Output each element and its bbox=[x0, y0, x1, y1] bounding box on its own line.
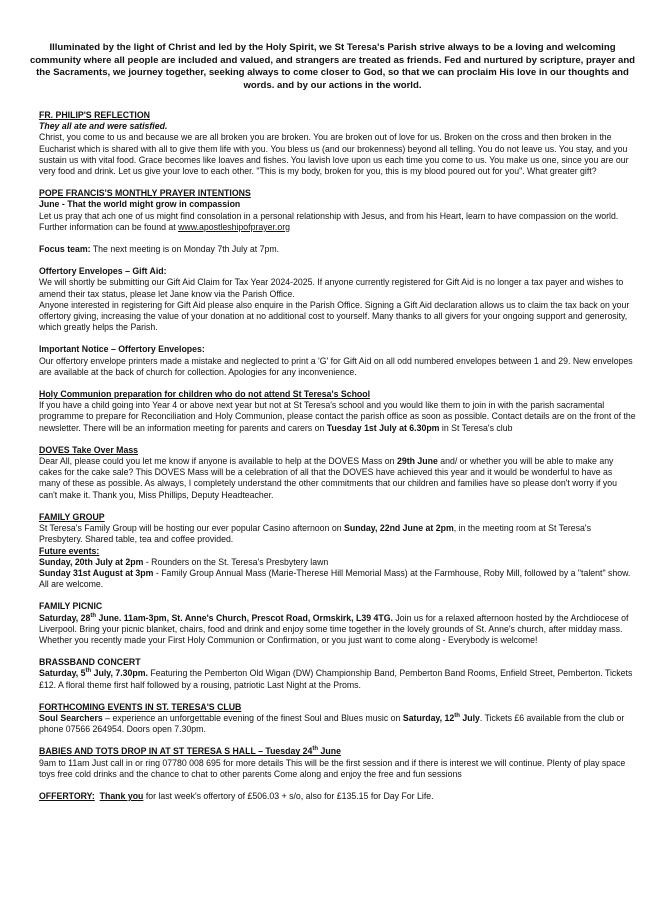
future-event-2-text: - Family Group Annual Mass (Marie-Therese Hill Memorial Mass) at the Farmhouse, Roby Mill, followed by a "talent" show. All are welcome. bbox=[39, 567, 631, 590]
babies-heading bbox=[39, 746, 636, 757]
picnic-heading: FAMILY PICNIC bbox=[39, 601, 103, 612]
family-group-para bbox=[39, 523, 636, 545]
club-heading: FORTHCOMING EVENTS IN ST. TERESA'S CLUB bbox=[39, 701, 242, 712]
offertory-section bbox=[39, 791, 636, 802]
club-lead: Soul Searchers bbox=[39, 712, 103, 723]
gift-aid-body-1: We will shortly be submitting our Gift Aid Claim for Tax Year 2024-2025. If anyone currently registered for Gift Aid is no longer a tax payer and wishes to amend their tax status, please let Jane know via the Parish Office. bbox=[39, 277, 624, 299]
focus-section bbox=[39, 244, 636, 255]
picnic-lead-a: Saturday, 28 bbox=[39, 612, 91, 623]
family-group-date: Sunday, 22nd June at 2pm bbox=[344, 523, 454, 534]
reflection-heading: FR. PHILIP'S REFLECTION bbox=[39, 110, 150, 120]
brassband-body: Featuring the Pemberton Old Wigan (DW) Championship Band, Pemberton Band Rooms, Enfield Street, Pemberton. Tickets £12. A floral theme first half followed by a rousing, patriotic Last Night at the Proms. bbox=[39, 668, 633, 690]
picnic-body: Join us for a relaxed afternoon hosted by the Archdiocese of Liverpool. Bring your picnic blanket, chairs, food and drink and enjoy some time together in the lovely grounds of St. Anne's church, after midday mass. Whether you recently made your First Holy Communion or Confirmation, or you just want to come along - Everybody is welcome! bbox=[39, 612, 629, 645]
family-group-body-a: St Teresa's Family Group will be hosting our ever popular Casino afternoon on bbox=[39, 523, 345, 534]
club-body-b: . Tickets £6 available from the club or phone 07566 264954. Doors open 7.30pm. bbox=[39, 712, 625, 735]
club-section bbox=[39, 702, 636, 736]
reflection-subheading: They all ate and were satisfied. bbox=[39, 121, 168, 132]
brassband-para bbox=[39, 668, 636, 690]
babies-heading-a: BABIES AND TOTS DROP IN AT ST TERESA S HALL – Tuesday 24 bbox=[39, 746, 313, 757]
club-date-sup: th bbox=[454, 713, 460, 720]
family-group-heading: FAMILY GROUP bbox=[39, 511, 105, 522]
doves-para bbox=[39, 456, 636, 501]
focus-label: Focus team: bbox=[39, 244, 91, 255]
prayer-heading: POPE FRANCIS'S MONTHLY PRAYER INTENTIONS bbox=[39, 188, 251, 199]
communion-body: If you have a child going into Year 4 or above next year but not at St Teresa's school and you would like them to join in with the parish sacramental programme to prepare for Reconciliation and Holy Communion, please contact the parish office as soon as possible. Contact details are on the front of the newsletter. There will be an information meeting for parents and carers on bbox=[39, 400, 636, 433]
offertory-thanks: Thank you bbox=[99, 790, 144, 801]
doves-date: 29th June bbox=[396, 456, 438, 467]
reflection-section bbox=[39, 110, 636, 177]
communion-tail: in St Teresa's club bbox=[439, 422, 513, 433]
babies-section bbox=[39, 746, 636, 780]
future-events-label: Future events: bbox=[39, 545, 100, 556]
club-para bbox=[39, 713, 636, 735]
notice-heading: Important Notice – Offertory Envelopes: bbox=[39, 344, 205, 355]
communion-heading: Holy Communion preparation for children who do not attend St Teresa's School bbox=[39, 389, 371, 400]
future-event-2-date: Sunday 31st August at 3pm bbox=[39, 567, 154, 578]
mission-statement: Illuminated by the light of Christ and led by the Holy Spirit, we St Teresa's Parish strive always to be a loving and welcoming community where all people are included and valued, and strangers are treated as friends. Fed and nurtured by scripture, prayer and the Sacraments, we journey together, seeking always to come closer to God, so that we can proclaim His love in our thoughts and words. and by our actions in the world. bbox=[29, 42, 636, 91]
doves-body-a: Dear All, please could you let me know if anyone is available to help at the DOVES Mass on bbox=[39, 456, 397, 467]
brassband-heading: BRASSBAND CONCERT bbox=[39, 657, 141, 668]
family-group-section bbox=[39, 512, 636, 590]
babies-body: 9am to 11am Just call in or ring 07780 008 695 for more details This will be the first session and if there is interest we will continue. Plenty of play space toys free cold drinks and the chance to chat to other parents Come along and enjoy the free and fun sessions bbox=[39, 757, 626, 779]
focus-para bbox=[39, 244, 636, 255]
brassband-lead-a: Saturday, 5 bbox=[39, 668, 86, 679]
picnic-section bbox=[39, 601, 636, 646]
babies-heading-b: June bbox=[318, 746, 341, 757]
prayer-link[interactable]: www.apostleshipofprayer.org bbox=[178, 221, 290, 232]
communion-section bbox=[39, 389, 636, 434]
prayer-body-para bbox=[39, 211, 636, 233]
prayer-subheading: June - That the world might grow in compassion bbox=[39, 199, 241, 210]
family-group-body-b: , in the meeting room at St Teresa's Presbytery. Shared table, tea and coffee provided. bbox=[39, 523, 591, 545]
notice-body: Our offertory envelope printers made a mistake and neglected to print a 'G' for Gift Aid on all odd numbered envelopes between 1 and 29. New envelopes are available at the back of church for collection. Apologies for any inconvenience. bbox=[39, 355, 633, 377]
club-date-a: Saturday, 12 bbox=[402, 712, 455, 723]
gift-aid-heading: Offertory Envelopes – Gift Aid: bbox=[39, 266, 167, 277]
picnic-para bbox=[39, 613, 636, 647]
offertory-para bbox=[39, 791, 636, 802]
prayer-section bbox=[39, 188, 636, 233]
picnic-lead-sup: th bbox=[90, 612, 97, 619]
brassband-lead-sup: th bbox=[85, 668, 92, 675]
newsletter-content bbox=[39, 110, 636, 813]
offertory-label: OFFERTORY: bbox=[39, 790, 95, 801]
brassband-section bbox=[39, 657, 636, 691]
communion-date: Tuesday 1st July at 6.30pm bbox=[326, 422, 440, 433]
brassband-lead-b: July, 7.30pm. bbox=[91, 668, 148, 679]
future-event-2 bbox=[39, 568, 636, 590]
offertory-body: for last week's offertory of £506.03 + s/o, also for £135.15 for Day For Life. bbox=[143, 790, 434, 801]
club-date-b: July bbox=[459, 712, 480, 723]
focus-body: The next meeting is on Monday 7th July at 7pm. bbox=[90, 244, 280, 255]
future-event-1-text: - Rounders on the St. Teresa's Presbytery lawn bbox=[143, 556, 329, 567]
reflection-body: Christ, you come to us and because we are all broken you are broken. You are broken out of love for us. Broken on the cross and then broken in the Eucharist which is shared with all to give them life with you. You bless us (and our brokenness) beyond all telling. You do not leave us. You stay, and you sustain us with vital food. Grace becomes like loaves and fishes. You lavish love upon us each time you come to us. You make us one, since you are our very food and drink. Let us give your love to each other. "This is my body, broken for you, this is my blood poured out for you". What greater gift? bbox=[39, 132, 629, 177]
future-event-1-date: Sunday, 20th July at 2pm bbox=[39, 556, 144, 567]
club-body-a: – experience an unforgettable evening of the finest Soul and Blues music on bbox=[102, 712, 403, 723]
gift-aid-body-2: Anyone interested in registering for Gift Aid please also enquire in the Parish Office. Signing a Gift Aid declaration allows us to claim the tax back on your offertory giving, increasing the value of your donation at no additional cost to yourself. Many thanks to all givers for your ongoing support and generosity, which greatly helps the Parish. bbox=[39, 299, 630, 333]
gift-aid-section bbox=[39, 266, 636, 333]
communion-para bbox=[39, 400, 636, 434]
future-event-1 bbox=[39, 557, 636, 568]
doves-body-b: and/ or whether you will be able to make any cakes for the cake sale? This DOVES Mass will be a celebration of all that the DOVES have achieved this year and it would be wonderful to have as many of these as possible. As always, I completely understand the other commitments that our children and families have so please don't worry if you can't make it. Thank you, Miss Phillips, Deputy Headteacher. bbox=[39, 456, 618, 500]
prayer-body: Let us pray that ach one of us might find consolation in a personal relationship with Jesus, and from his Heart, learn to have compassion on the world. Further information can be found at bbox=[39, 210, 619, 232]
notice-section bbox=[39, 344, 636, 378]
doves-section bbox=[39, 445, 636, 501]
doves-heading: DOVES Take Over Mass bbox=[39, 444, 139, 455]
picnic-lead-b: June. 11am-3pm, St. Anne's Church, Prescot Road, Ormskirk, L39 4TG. bbox=[96, 612, 393, 623]
babies-heading-sup: th bbox=[312, 746, 319, 753]
